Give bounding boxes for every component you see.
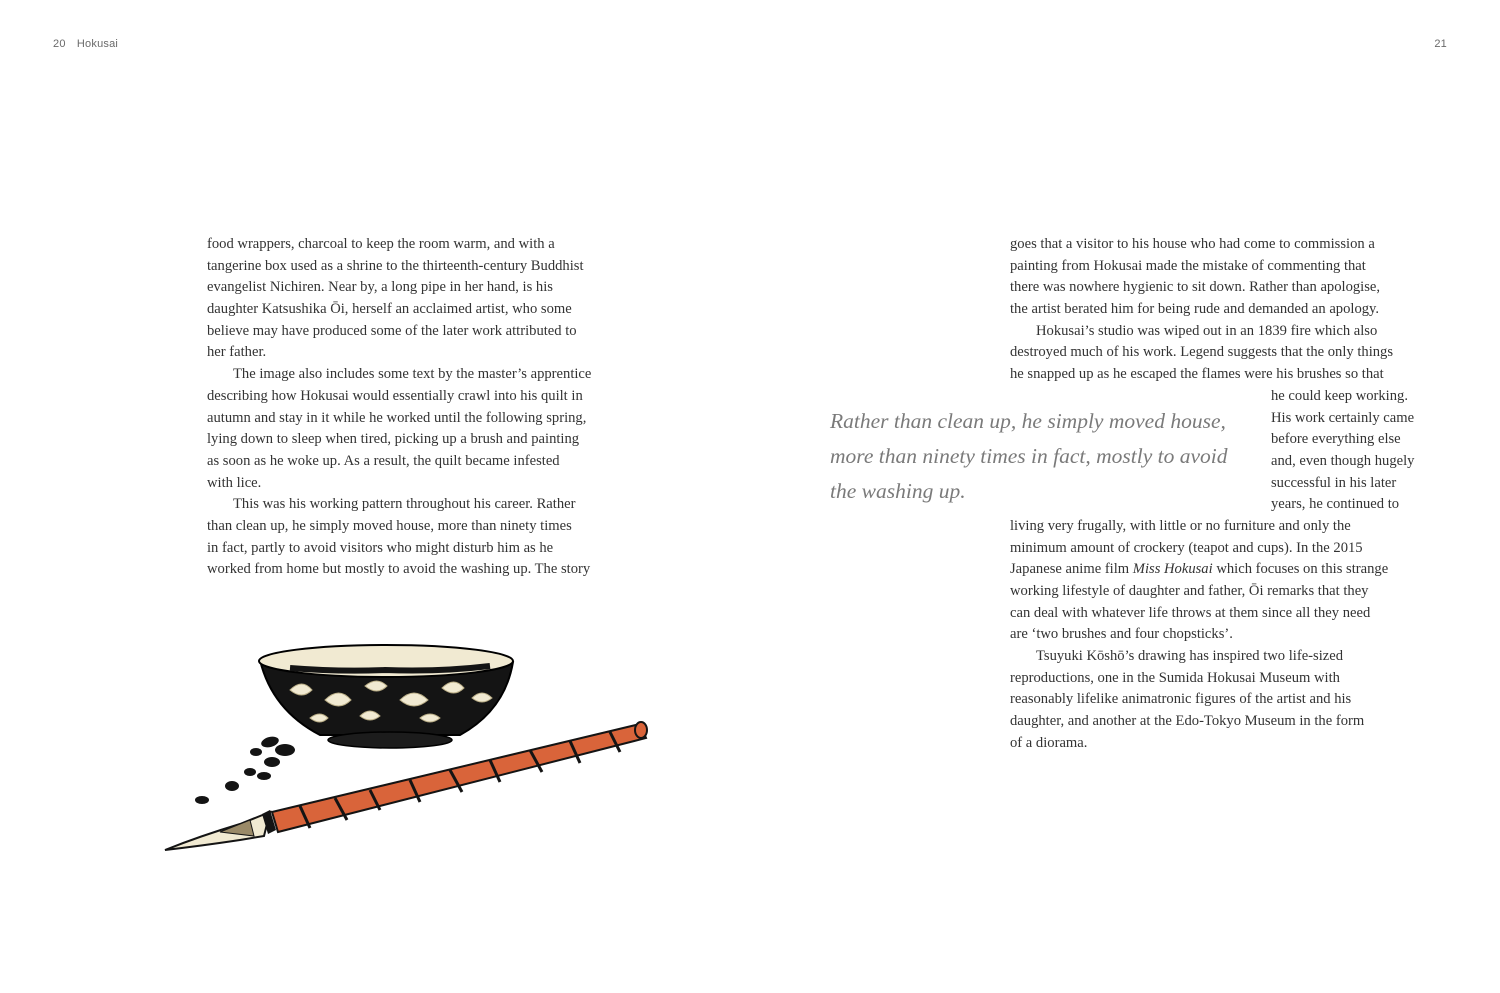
ink-illustration-svg	[160, 600, 670, 920]
left-running-head	[53, 38, 118, 50]
text-line: describing how Hokusai would essentially crawl into his quilt in	[207, 387, 583, 404]
text-line: working lifestyle of daughter and father, Ōi remarks that they	[1010, 583, 1369, 599]
text-line: Hokusai’s studio was wiped out in an 1839 fire which also	[1036, 322, 1378, 339]
film-title: Miss Hokusai	[1132, 561, 1213, 578]
text-line: evangelist Nichiren. Near by, a long pipe in her hand, is his	[207, 279, 553, 296]
left-text-column	[207, 234, 657, 581]
text-line: as soon as he woke up. As a result, the quilt became infested	[207, 452, 560, 469]
text-line: can deal with whatever life throws at them since all they need	[1010, 604, 1371, 621]
right-page-number: 21	[1434, 38, 1447, 50]
text-line: goes that a visitor to his house who had come to commission a	[1010, 236, 1375, 252]
text-line: This was his working pattern throughout his career. Rather	[233, 496, 576, 513]
text-line: daughter Katsushika Ōi, herself an acclaimed artist, who some	[207, 301, 572, 318]
text-segment: which focuses on this strange	[1216, 561, 1389, 578]
text-line: believe may have produced some of the later work attributed to	[207, 322, 577, 339]
text-line: His work certainly came	[1271, 409, 1415, 426]
text-line: destroyed much of his work. Legend suggests that the only things	[1010, 344, 1394, 361]
text-line: reasonably lifelike animatronic figures of the artist and his	[1010, 691, 1352, 708]
text-line: in fact, partly to avoid visitors who might disturb him as he	[207, 539, 554, 556]
text-line: autumn and stay in it while he worked until the following spring,	[207, 409, 587, 426]
text-line	[1010, 559, 1450, 581]
pull-quote-line: the washing up.	[830, 479, 966, 503]
text-line: daughter, and another at the Edo-Tokyo Museum in the form	[1010, 713, 1365, 730]
text-line: minimum amount of crockery (teapot and cups). In the 2015	[1010, 539, 1363, 556]
text-line: living very frugally, with little or no furniture and only the	[1010, 517, 1351, 534]
text-line: lying down to sleep when tired, picking up a brush and painting	[207, 431, 580, 448]
text-line: there was nowhere hygienic to sit down. Rather than apologise,	[1010, 279, 1381, 296]
text-line: her father.	[207, 344, 267, 361]
text-line: with lice.	[207, 474, 262, 491]
pull-quote	[830, 404, 1250, 509]
text-line: tangerine box used as a shrine to the thirteenth-century Buddhist	[207, 257, 584, 274]
text-line: worked from home but mostly to avoid the washing up. The story	[207, 561, 591, 578]
text-line: painting from Hokusai made the mistake of commenting that	[1010, 257, 1366, 274]
pull-quote-line: Rather than clean up, he simply moved house,	[830, 409, 1226, 433]
ink-bowl-brush-illustration	[160, 600, 670, 920]
text-line: The image also includes some text by the master’s apprentice	[233, 366, 592, 383]
text-line: the artist berated him for being rude and demanded an apology.	[1010, 301, 1380, 318]
text-line: food wrappers, charcoal to keep the room warm, and with a	[207, 236, 555, 252]
text-line: he snapped up as he escaped the flames were his brushes so that	[1010, 366, 1384, 383]
text-line: Tsuyuki Kōshō’s drawing has inspired two life-sized	[1036, 648, 1344, 665]
text-line: successful in his later	[1271, 474, 1397, 491]
pull-quote-line: more than ninety times in fact, mostly to avoid	[830, 444, 1228, 468]
text-line: are ‘two brushes and four chopsticks’.	[1010, 626, 1233, 643]
text-line: and, even though hugely	[1271, 452, 1415, 469]
text-line: of a diorama.	[1010, 734, 1088, 751]
ink-drops	[195, 735, 295, 804]
text-line: before everything else	[1271, 431, 1401, 448]
text-segment: Japanese anime film	[1010, 561, 1130, 578]
text-line: reproductions, one in the Sumida Hokusai Museum with	[1010, 669, 1340, 686]
bowl-drawing	[259, 645, 513, 748]
text-line: he could keep working.	[1271, 387, 1408, 404]
text-line: years, he continued to	[1271, 496, 1400, 513]
left-page-number: 20	[53, 38, 66, 50]
text-line: than clean up, he simply moved house, more than ninety times	[207, 517, 572, 534]
running-title: Hokusai	[76, 38, 119, 50]
